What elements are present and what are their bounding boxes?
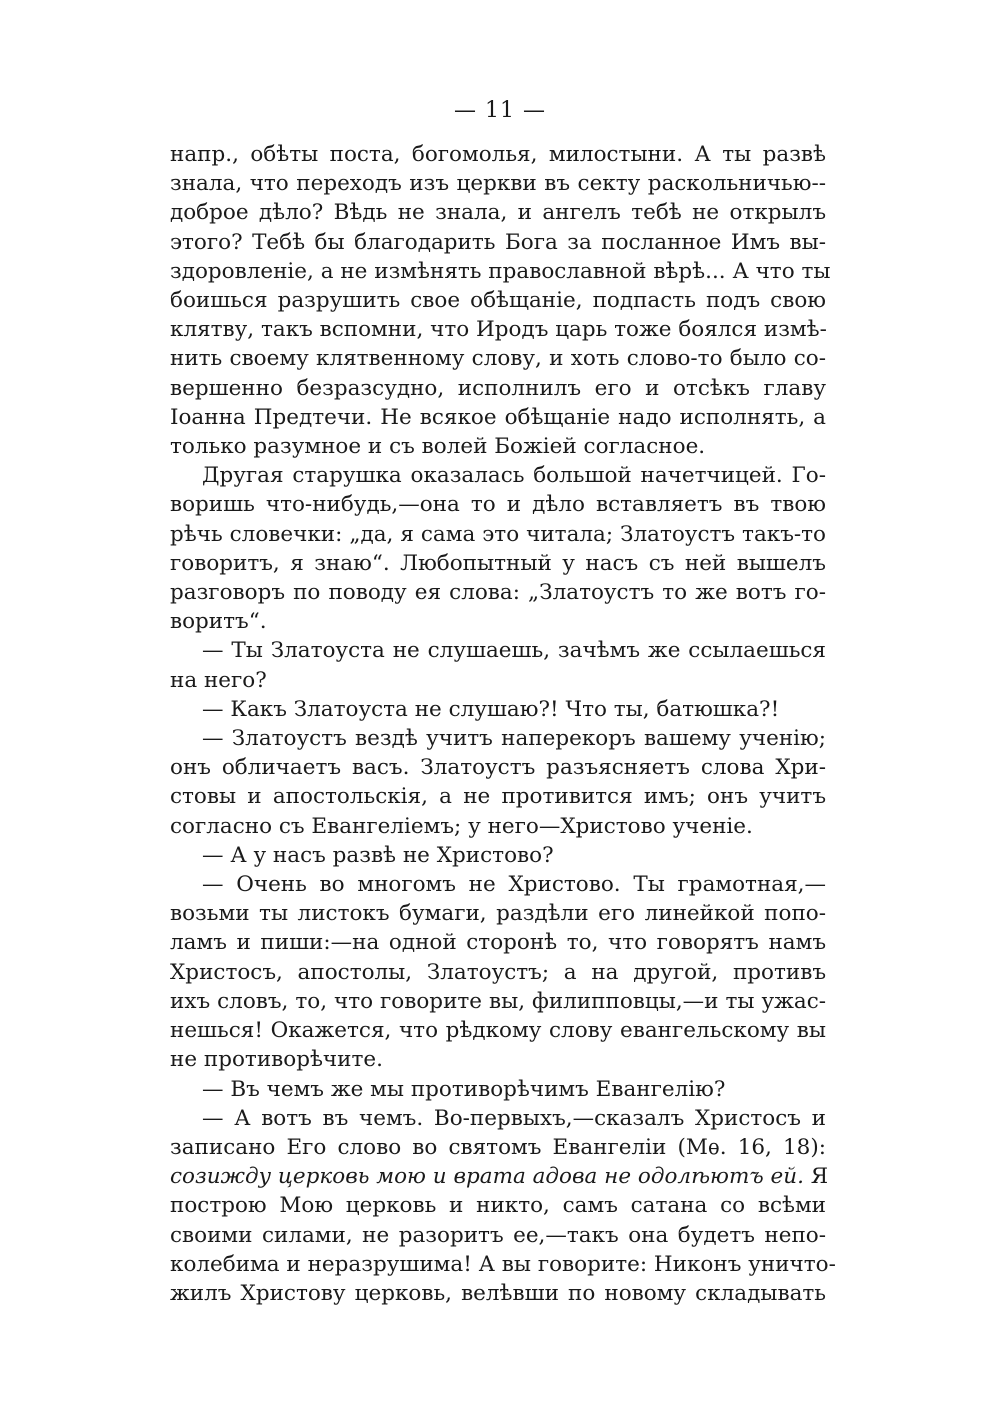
- text-line: — Очень во многомъ не Христово. Ты грамотная,—: [202, 872, 826, 898]
- text-line: клятву, такъ вспомни, что Иродъ царь тоже боялся измѣ-: [170, 317, 827, 343]
- text-line: Другая старушка оказалась большой начетчицей. Го-: [202, 463, 826, 489]
- text-line: доброе дѣло? Вѣдь не знала, и ангелъ тебѣ не открылъ: [170, 200, 826, 226]
- text-line: разговоръ по поводу ея слова: „Златоустъ то же вотъ го-: [170, 580, 826, 606]
- text-line: только разумное и съ волей Божіей согласное.: [170, 434, 706, 460]
- text-line: не противорѣчите.: [170, 1047, 383, 1073]
- text-line: ихъ словъ, то, что говорите вы, филипповцы,—и ты ужас-: [170, 988, 826, 1014]
- text-line: этого? Тебѣ бы благодарить Бога за посланное Имъ вы-: [170, 229, 826, 255]
- text-line: возьми ты листокъ бумаги, раздѣли его линейкой попо-: [170, 901, 826, 927]
- text-line: — Какъ Златоуста не слушаю?! Что ты, батюшка?!: [202, 696, 780, 722]
- text-line: своими силами, не разоритъ ее,—такъ она будетъ непо-: [170, 1222, 826, 1248]
- body-text: [170, 140, 836, 1308]
- text-line-with-italic: [170, 1162, 829, 1191]
- text-line: жилъ Христову церковь, велѣвши по новому складывать: [170, 1280, 826, 1306]
- text-line: на него?: [170, 667, 267, 693]
- text-line: нить своему клятвенному слову, и хоть слово-то было со-: [170, 346, 826, 372]
- text-line: вершенно безразсудно, исполнилъ его и отсѣкъ главу: [170, 375, 826, 401]
- text-line: рѣчь словечки: „да, я сама это читала; Златоустъ такъ-то: [170, 521, 826, 547]
- text-line: записано Его слово во святомъ Евангеліи (Мѳ. 16, 18):: [170, 1134, 826, 1160]
- text-line: согласно съ Евангеліемъ; у него—Христово ученіе.: [170, 813, 753, 839]
- text-line: онъ обличаетъ васъ. Златоустъ разъясняетъ слова Хри-: [170, 755, 826, 781]
- text-line: — Ты Златоуста не слушаешь, зачѣмъ же ссылаешься: [202, 638, 826, 664]
- text-line: — Въ чемъ же мы противорѣчимъ Евангелію?: [202, 1076, 726, 1102]
- text-line: говоритъ, я знаю“. Любопытный у насъ съ ней вышелъ: [170, 550, 826, 576]
- text-line: стовы и апостольскія, а не противится имъ; онъ учитъ: [170, 784, 826, 810]
- page-number: — 11 —: [454, 98, 546, 123]
- text-line: — А у насъ развѣ не Христово?: [202, 842, 554, 868]
- text-line: — А вотъ въ чемъ. Во-первыхъ,—сказалъ Христосъ и: [202, 1105, 826, 1131]
- text-line: нешься! Окажется, что рѣдкому слову евангельскому вы: [170, 1018, 826, 1044]
- line-tail: Я: [803, 1164, 829, 1190]
- text-line: воришь что-нибудь,—она то и дѣло вставляетъ въ твою: [170, 492, 826, 518]
- text-line: воритъ“.: [170, 609, 267, 635]
- text-line: напр., обѣты поста, богомолья, милостыни. А ты развѣ: [170, 142, 826, 167]
- text-line: знала, что переходъ изъ церкви въ секту раскольничью--: [170, 171, 826, 197]
- italic-quote: созижду церковь мою и врата адова не одолѣютъ ей.: [170, 1164, 804, 1190]
- text-line: Іоанна Предтечи. Не всякое обѣщаніе надо исполнять, а: [170, 404, 826, 430]
- text-line: боишься разрушить свое обѣщаніе, подпасть подъ свою: [170, 288, 826, 314]
- text-line: Христосъ, апостолы, Златоустъ; а на другой, противъ: [170, 959, 826, 985]
- text-line: колебима и неразрушима! А вы говорите: Никонъ уничто-: [170, 1251, 836, 1277]
- text-line: здоровленіе, а не измѣнять православной вѣрѣ... А что ты: [170, 258, 831, 284]
- text-line: построю Мою церковь и никто, самъ сатана со всѣми: [170, 1193, 826, 1219]
- text-line: — Златоустъ вездѣ учитъ наперекоръ вашему ученію;: [202, 726, 826, 752]
- text-line: ламъ и пиши:—на одной сторонѣ то, что говорятъ намъ: [170, 930, 826, 956]
